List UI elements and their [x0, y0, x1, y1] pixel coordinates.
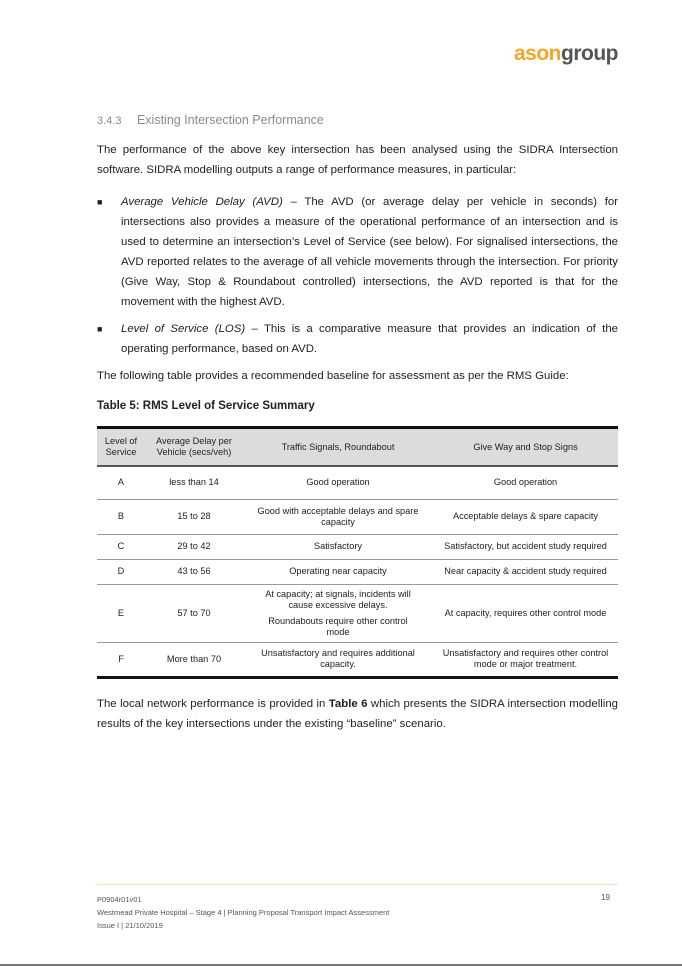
cell-giveway: Satisfactory, but accident study required [433, 534, 618, 559]
closing-paragraph [97, 694, 618, 734]
cell-signals: Operating near capacity [243, 559, 433, 584]
cell-giveway [433, 642, 618, 677]
intro-paragraph: The performance of the above key intersection has been analysed using the SIDRA Intersection software. SIDRA modelling outputs a range of performance measures, in particular: [97, 144, 618, 176]
cell-delay: 43 to 56 [145, 559, 243, 584]
footer-project: Westmead Private Hospital – Stage 4 | Planning Proposal Transport Impact Assessment [97, 908, 390, 917]
bullet-text: – This is a comparative measure that provides an indication of the operating performance, based on AVD. [121, 323, 618, 355]
bullet-icon: ■ [97, 197, 103, 207]
cell-giveway-text: Unsatisfactory and requires other control mode or major treatment. [442, 648, 609, 669]
closing-text-before: The local network performance is provided in [97, 698, 329, 710]
table-header-row [97, 428, 618, 467]
table-row [97, 642, 618, 677]
logo-part-grey: group [561, 42, 618, 65]
cell-giveway: At capacity, requires other control mode [433, 584, 618, 642]
cell-los: E [97, 584, 145, 642]
company-logo [514, 42, 618, 66]
cell-los: C [97, 534, 145, 559]
closing-text-after: which presents the SIDRA intersection modelling results of the key intersections under the existing “baseline” scenario. [97, 698, 618, 730]
table-row [97, 466, 618, 499]
cell-signals [243, 584, 433, 642]
cell-signals: Good operation [243, 466, 433, 499]
logo-part-orange: ason [514, 42, 562, 65]
cell-giveway: Near capacity & accident study required [433, 559, 618, 584]
cell-los: D [97, 559, 145, 584]
table-row [97, 534, 618, 559]
table-caption: Table 5: RMS Level of Service Summary [97, 400, 315, 412]
table-row [97, 499, 618, 534]
cell-giveway: Acceptable delays & spare capacity [433, 499, 618, 534]
cell-delay: less than 14 [145, 466, 243, 499]
bullet-term: Average Vehicle Delay (AVD) [121, 196, 283, 208]
header-los: Level of Service [97, 428, 145, 467]
table-intro-paragraph: The following table provides a recommended baseline for assessment as per the RMS Guide: [97, 370, 569, 382]
bullet-text: – The AVD (or average delay per vehicle in seconds) for intersections also provides a measure of the operational performance of an intersection and is used to determine an intersection’s Level of Service (see below). For signalised intersections, the AVD reported relates to the average of all vehicle movements through the intersection. For priority (Give Way, Stop & Roundabout controlled) intersections, the AVD reported is that for the movement with the highest AVD. [121, 196, 618, 308]
cell-signals [243, 642, 433, 677]
table-reference: Table 6 [328, 698, 368, 710]
cell-delay: 15 to 28 [145, 499, 243, 534]
header-giveway: Give Way and Stop Signs [433, 428, 618, 467]
cell-signals-text: Unsatisfactory and requires additional capacity. [261, 648, 415, 669]
bullet-item-avd [97, 192, 618, 312]
bullet-list [97, 192, 618, 366]
footer-issue: Issue I | 21/10/2019 [97, 921, 163, 930]
bullet-term: Level of Service (LOS) [121, 323, 246, 335]
bullet-item-los [97, 319, 618, 359]
cell-signals-text: Good with acceptable delays and spare capacity [257, 505, 419, 527]
cell-delay: 29 to 42 [145, 534, 243, 559]
section-number: 3.4.3 [97, 115, 122, 127]
header-signals: Traffic Signals, Roundabout [243, 428, 433, 467]
footer-doc-ref: P0904r01v01 [97, 895, 142, 904]
table-row [97, 559, 618, 584]
cell-delay: 57 to 70 [145, 584, 243, 642]
los-table [97, 426, 618, 679]
bullet-icon: ■ [97, 324, 103, 334]
cell-delay: More than 70 [145, 642, 243, 677]
page-footer [97, 893, 389, 932]
cell-los: F [97, 642, 145, 677]
cell-los: A [97, 466, 145, 499]
cell-signals: Satisfactory [243, 534, 433, 559]
cell-giveway: Good operation [433, 466, 618, 499]
cell-signals [243, 499, 433, 534]
table-row [97, 584, 618, 642]
cell-signals-line1: At capacity; at signals, incidents will cause excessive delays. [265, 588, 411, 610]
section-heading [97, 113, 324, 127]
cell-los: B [97, 499, 145, 534]
footer-divider [97, 884, 618, 885]
cell-signals-line2: Roundabouts require other control mode [268, 615, 408, 637]
section-title: Existing Intersection Performance [136, 113, 324, 127]
header-delay: Average Delay per Vehicle (secs/veh) [145, 428, 243, 467]
page-number: 19 [601, 893, 610, 902]
